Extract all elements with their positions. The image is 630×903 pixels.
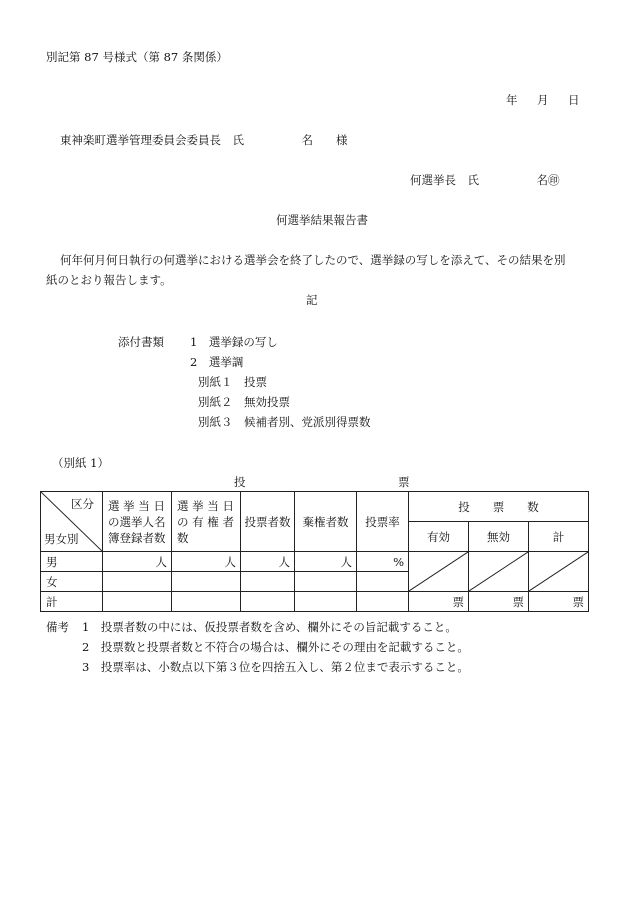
annex-label: （別紙 1）	[52, 456, 109, 470]
diag-cell-valid	[409, 552, 469, 592]
header-kubun-cell	[41, 492, 103, 552]
sender: 何選挙長 氏 名㊞	[410, 173, 560, 187]
header-registered-voters: 選 挙 当 日 の選挙人名 簿登録者数	[103, 492, 172, 552]
attachment-sub-1: 別紙１ 投票	[198, 375, 267, 389]
table-row-total: 計 票 票 票	[41, 592, 589, 612]
table-title-left: 投	[234, 475, 246, 489]
table-row-female: 女	[41, 572, 589, 592]
addressee: 東神楽町選挙管理委員会委員長 氏 名 様	[60, 133, 348, 147]
header-valid: 有効	[409, 522, 469, 552]
header-invalid: 無効	[469, 522, 529, 552]
table-row-male: 男 人 人 人 人 %	[41, 552, 589, 572]
attachment-item-1: 1 選挙録の写し	[190, 335, 278, 349]
notes-label: 備考	[46, 620, 69, 634]
table-title-right: 票	[398, 475, 410, 489]
body-text-line-1: 何年何月何日執行の何選挙における選挙会を終了したので、選挙録の写しを添えて、その結果を別	[60, 253, 566, 267]
diag-cell-total	[529, 552, 589, 592]
header-total: 計	[529, 522, 589, 552]
ki-heading: 記	[306, 293, 318, 307]
form-number: 別記第 87 号様式（第 87 条関係）	[46, 50, 228, 64]
header-abstainers: 棄権者数	[295, 492, 357, 552]
attachment-item-2: 2 選挙調	[190, 355, 244, 369]
header-turnout: 投票率	[357, 492, 409, 552]
header-voters: 投票者数	[241, 492, 295, 552]
document-title: 何選挙結果報告書	[276, 213, 368, 227]
note-1: 1 投票者数の中には、仮投票者数を含め、欄外にその旨記載すること。	[82, 620, 457, 634]
date-line: 年 月 日	[506, 93, 584, 107]
note-3: 3 投票率は、小数点以下第３位を四捨五入し、第２位まで表示すること。	[82, 660, 469, 674]
votes-table	[40, 491, 589, 612]
header-danjo: 男女別	[44, 532, 79, 546]
note-2: 2 投票数と投票者数と不符合の場合は、欄外にその理由を記載すること。	[82, 640, 469, 654]
body-text-line-2: 紙のとおり報告します。	[46, 273, 172, 287]
diag-cell-invalid	[469, 552, 529, 592]
attachment-sub-2: 別紙２ 無効投票	[198, 395, 290, 409]
header-eligible-voters: 選 挙 当 日 の 有 権 者 数	[172, 492, 241, 552]
header-votes: 投 票 数	[409, 492, 589, 522]
header-kubun: 区分	[71, 497, 94, 511]
attachments-label: 添付書類	[118, 335, 164, 349]
attachment-sub-3: 別紙３ 候補者別、党派別得票数	[198, 415, 371, 429]
